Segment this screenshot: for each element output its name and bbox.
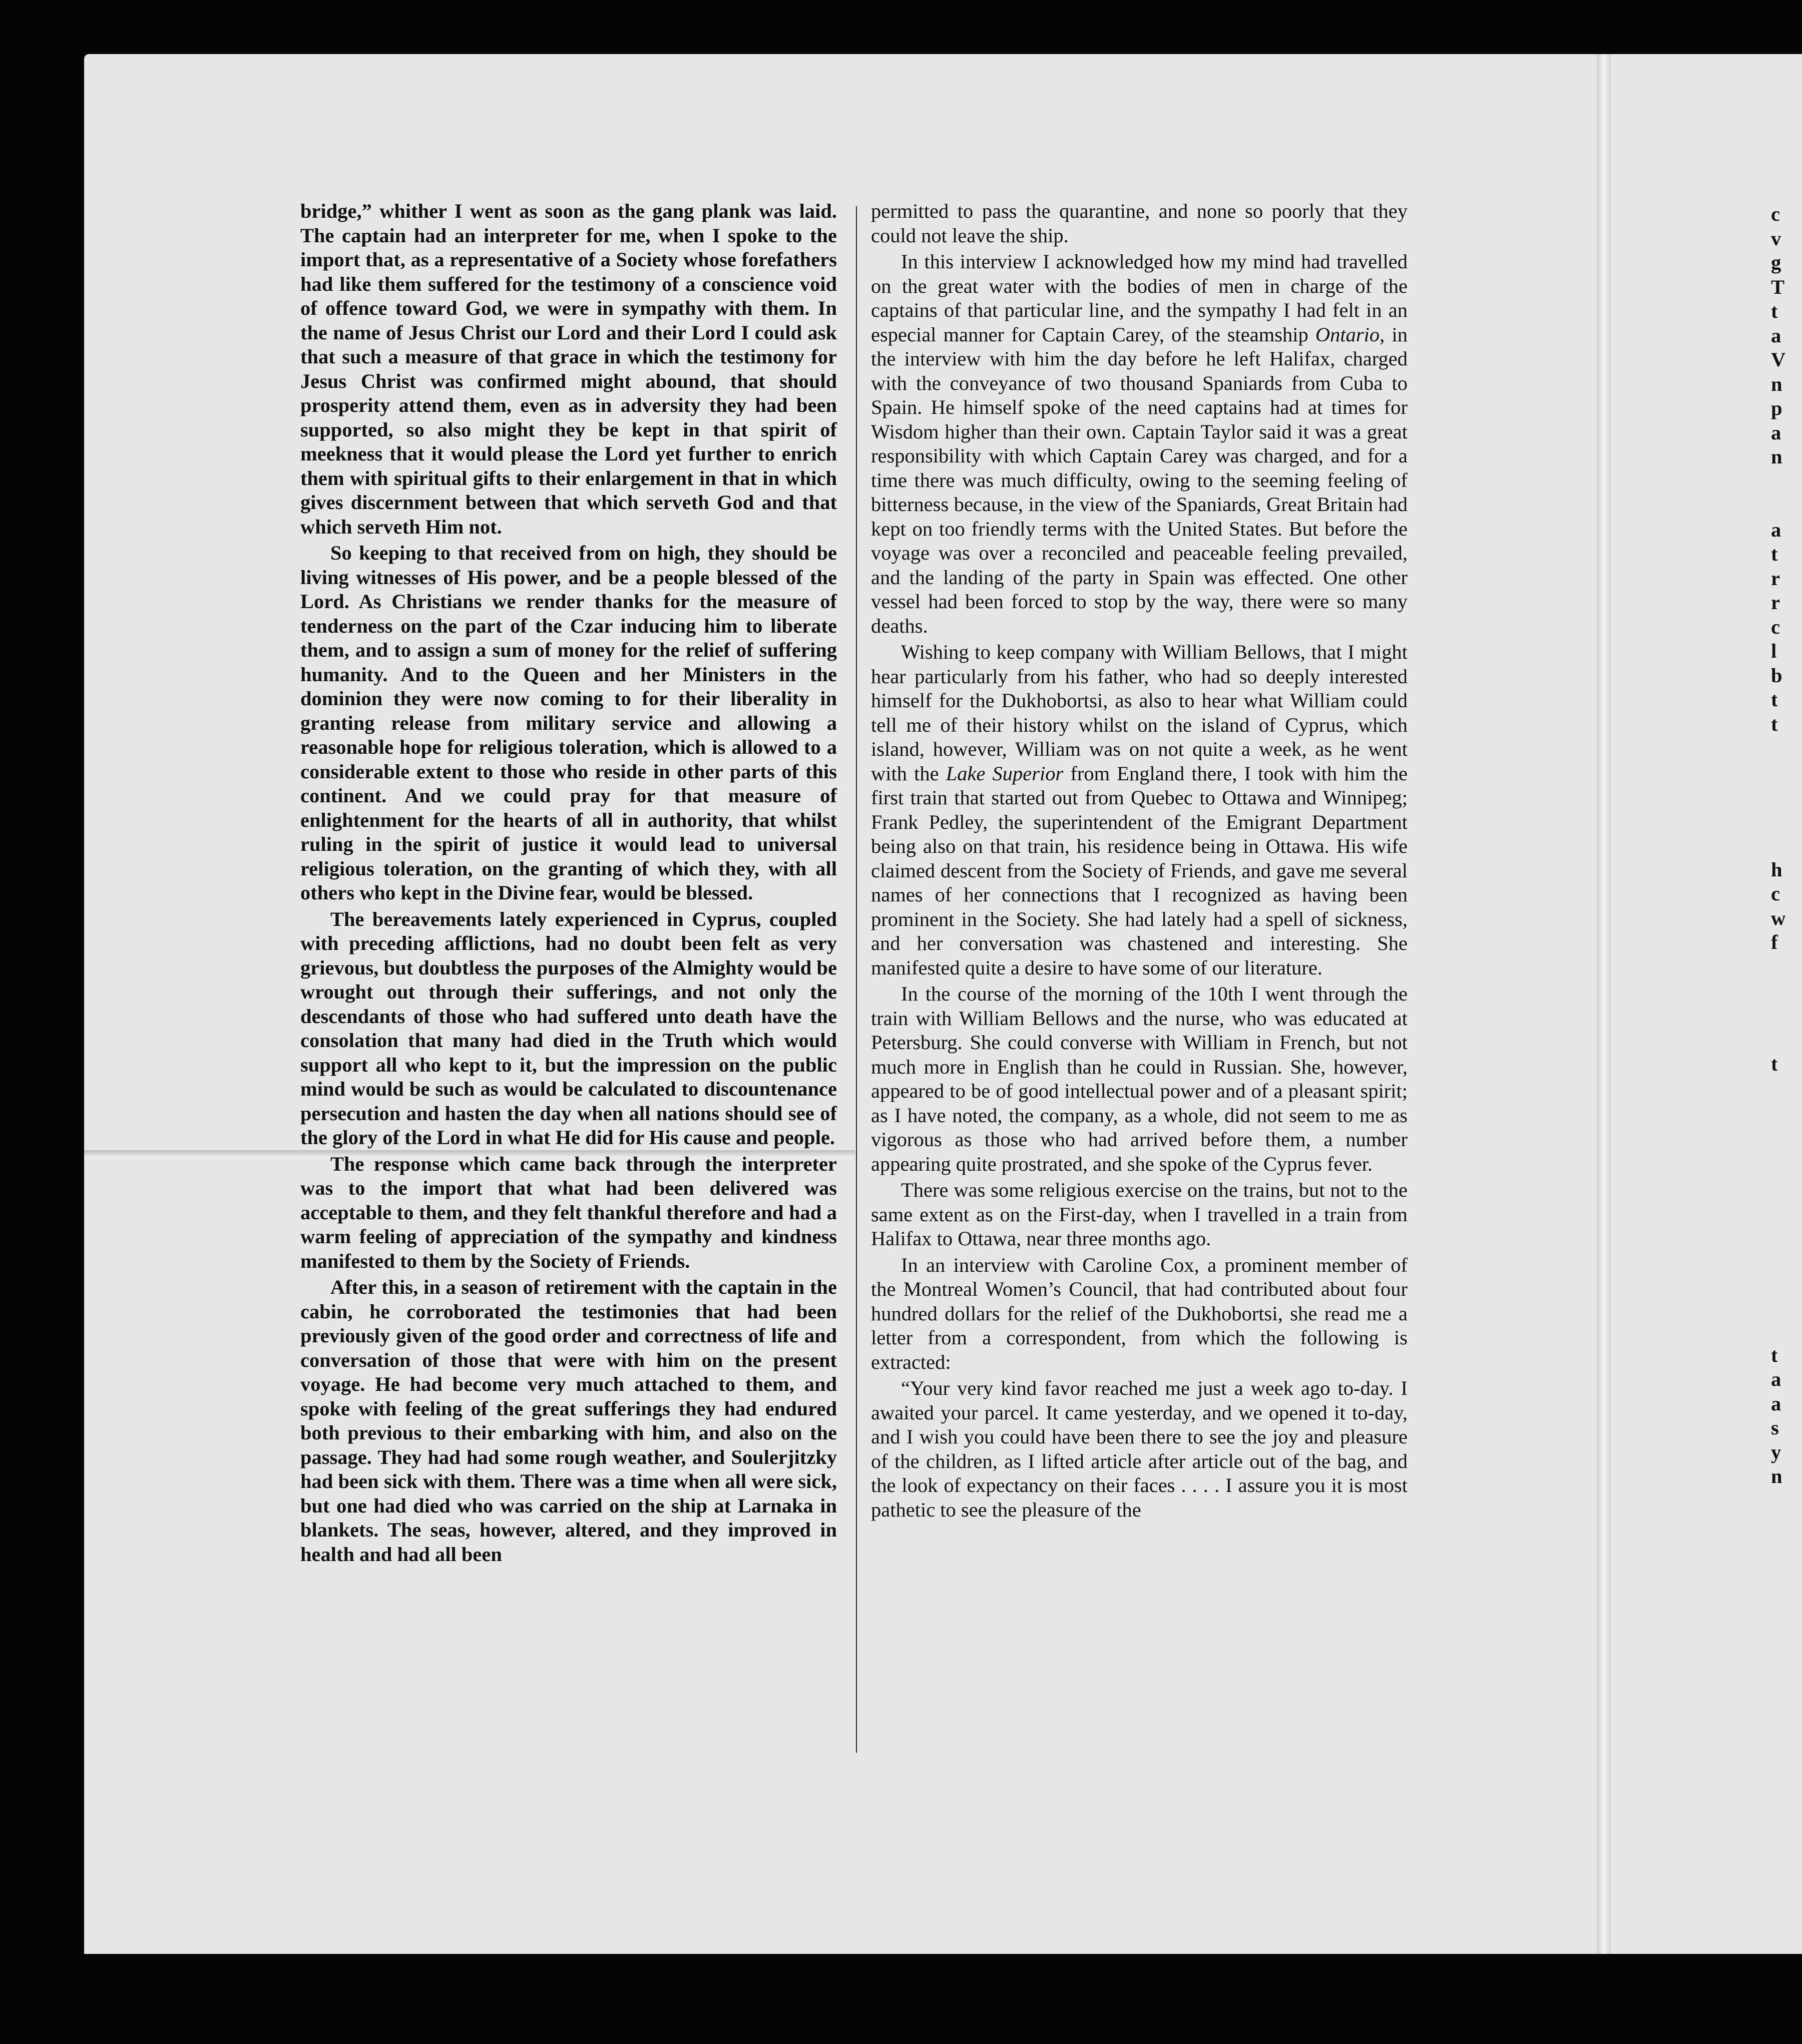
edge-letter: v (1771, 227, 1781, 250)
edge-letter (1771, 1101, 1801, 1125)
edge-letter (1771, 833, 1801, 858)
edge-letter (1771, 493, 1801, 518)
edge-letter (1771, 1198, 1801, 1222)
edge-letter: y (1771, 1440, 1781, 1463)
edge-letter: t (1771, 543, 1778, 565)
right-paragraph-2-text-a: In this interview I acknowledged how my mind had travelled on the great water with the bodies of men in charge of the captains of that particular line, and the sympathy I had felt in an especial manner for Captain Carey, of the steamship (871, 250, 1408, 346)
left-paragraph-3: The bereavements lately experienced in Cyprus, coupled with preceding afflictions, had no doubt been felt as very grievous, but doubtless the purposes of the Almighty would be wrought out through their sufferings, and not only the descendants of those who had suffered unto death have the consolation that many had died in the Truth which would support all who kept to it, but the impression on the public mind would be such as would be calculated to discountenance persecution and hasten the day when all nations should see of the glory of the Lord in what He did for His cause and people. (300, 907, 837, 1149)
edge-letter: g (1771, 251, 1781, 274)
edge-letter: c (1771, 615, 1780, 638)
edge-letter: t (1771, 1052, 1778, 1075)
right-paragraph-2 (871, 250, 1408, 638)
edge-letter (1771, 1028, 1801, 1052)
next-page-edge-letters (1771, 202, 1801, 1489)
edge-letter (1771, 785, 1801, 809)
edge-letter: f (1771, 931, 1778, 953)
edge-letter: a (1771, 518, 1781, 541)
ship-name-ontario: Ontario (1315, 323, 1380, 346)
edge-letter: n (1771, 445, 1782, 468)
edge-letter: l (1771, 640, 1777, 662)
left-paragraph-4: The response which came back through the interpreter was to the import that what had been delivered was acceptable to them, and they felt thankful therefore and had a warm feeling of appreciation of the sympathy and kindness manifested to them by the Society of Friends. (300, 1152, 837, 1272)
edge-letter: c (1771, 203, 1780, 225)
right-paragraph-1: permitted to pass the quarantine, and none so poorly that they could not leave the ship. (871, 200, 1408, 247)
right-paragraph-3-text-a: Wishing to keep company with William Bellows, that I might hear particularly from his father, who had so deeply interested himself for the Dukhobortsi, as also to hear what William could tell me of their history whilst on the island of Cyprus, which island, however, William was on not quite a week, as he went with the (871, 641, 1408, 785)
edge-letter: p (1771, 397, 1782, 419)
edge-letter: c (1771, 882, 1780, 905)
edge-letter (1771, 761, 1801, 785)
edge-letter: a (1771, 1392, 1781, 1415)
edge-letter: a (1771, 421, 1781, 444)
edge-letter: a (1771, 1368, 1781, 1390)
edge-letter (1771, 1076, 1801, 1101)
edge-letter: s (1771, 1416, 1779, 1439)
edge-letter: T (1771, 275, 1785, 298)
edge-letter: V (1771, 348, 1786, 371)
edge-letter: r (1771, 567, 1780, 590)
edge-letter (1771, 736, 1801, 761)
edge-letter (1771, 1295, 1801, 1319)
left-paragraph-2: So keeping to that received from on high, they should be living witnesses of His power, and be a people blessed of the Lord. As Christians we render thanks for the measure of tenderness on the part of the Czar inducing him to liberate them, and to assign a sum of money for the relief of suffering humanity. And to the Queen and her Ministers in the dominion they were now coming to for their liberality in granting release from military service and allowing a reasonable hope for religious toleration, which is allowed to a considerable extent to those who reside in other parts of this continent. And we could pray for that measure of enlightenment for the hearts of all in authority, that whilst ruling in the spirit of justice it would lead to universal religious toleration, on the granting of which they, with all others who kept in the Divine fear, would be blessed. (300, 542, 837, 904)
edge-letter: t (1771, 712, 1778, 735)
right-paragraph-3 (871, 640, 1408, 980)
edge-letter: a (1771, 324, 1781, 347)
edge-letter (1771, 955, 1801, 979)
right-column (871, 199, 1408, 1524)
edge-letter: n (1771, 372, 1782, 395)
edge-letter: t (1771, 1343, 1778, 1366)
edge-letter: w (1771, 906, 1786, 929)
edge-letter: t (1771, 688, 1778, 711)
edge-letter (1771, 1270, 1801, 1295)
column-divider (856, 206, 857, 1753)
right-paragraph-2-text-b: , in the interview with him the day before he left Halifax, charged with the conveyance of two thousand Spaniards from Cuba to Spain. He himself spoke of the need captains had at times for Wisdom higher than their own. Captain Taylor said it was a great responsibility with which Captain Carey was charged, and for a time there was much difficulty, owing to the seeming feeling of bitterness because, in the view of the Spaniards, Great Britain had kept on too friendly terms with the United States. But before the voyage was over a reconciled and peaceable feeling prevailed, and the landing of the party in Spain was effected. One other vessel had been forced to stop by the way, there were so many deaths. (871, 323, 1408, 637)
edge-letter: h (1771, 858, 1782, 881)
edge-letter (1771, 1173, 1801, 1198)
right-paragraph-4: In the course of the morning of the 10th I went through the train with William Bellows and the nurse, who was educated at Petersburg. She could converse with William in French, but not much more in English than he could in Russian. She, however, appeared to be of good intellectual power and of a pleasant spirit; as I have noted, the company, as a whole, did not seem to me as vigorous as those who had arrived before them, a number appearing quite prostrated, and she spoke of the Cyprus fever. (871, 982, 1408, 1175)
right-paragraph-5: There was some religious exercise on the trains, but not to the same extent as on the First-day, when I travelled in a train from Halifax to Ottawa, near three months ago. (871, 1179, 1408, 1250)
edge-letter (1771, 1149, 1801, 1174)
edge-letter (1771, 809, 1801, 834)
edge-letter (1771, 1003, 1801, 1028)
edge-letter (1771, 1125, 1801, 1149)
edge-letter: b (1771, 664, 1782, 687)
left-paragraph-1: bridge,” whither I went as soon as the gang plank was laid. The captain had an interpreter for me, when I spoke to the import that, as a representative of a Society whose forefathers had like them suffered for the testimony of a conscience void of offence toward God, we were in sympathy with them. In the name of Jesus Christ our Lord and their Lord I could ask that such a measure of that grace in which the testimony for Jesus Christ was confirmed might abound, that should prosperity attend them, even as in adversity they had been supported, so also might they be kept in that spirit of meekness that it would please the Lord yet further to enrich them with spiritual gifts to their enlargement in that in which gives discernment between that which serveth God and that which serveth Him not. (300, 200, 837, 538)
edge-letter (1771, 979, 1801, 1003)
edge-letter (1771, 1246, 1801, 1271)
edge-letter (1771, 1222, 1801, 1246)
left-paragraph-5: After this, in a season of retirement with the captain in the cabin, he corroborated the testimonies that had been previously given of the good order and correctness of life and conversation of those that were with him on the present voyage. He had become very much attached to them, and spoke with feeling of the great sufferings they had endured both previous to their embarking with him, and also on the passage. They had had some rough weather, and Soulerjitzky had been sick with them. There was a time when all were sick, but one had died who was carried on the ship at Larnaka in blankets. The seas, however, altered, and they improved in health and had all been (300, 1276, 837, 1566)
paper-fold-vertical (1597, 54, 1611, 1954)
edge-letter: n (1771, 1465, 1782, 1487)
right-paragraph-6: In an interview with Caroline Cox, a prominent member of the Montreal Women’s Council, that had contributed about four hundred dollars for the relief of the Dukhobortsi, she read me a letter from a correspondent, from which the following is extracted: (871, 1253, 1408, 1373)
left-column (300, 199, 837, 1569)
right-paragraph-3-text-b: from England there, I took with him the first train that started out from Quebec to Ottawa and Winnipeg; Frank Pedley, the superintendent of the Emigrant Department being also on that train, his residence being in Ottawa. His wife claimed descent from the Society of Friends, and gave me several names of her connections that I recognized as having been prominent in the Society. She had lately had a spell of sickness, and her conversation was chastened and interesting. She manifested quite a desire to have some of our literature. (871, 762, 1408, 979)
ship-name-lake-superior: Lake Superior (946, 762, 1064, 785)
edge-letter: t (1771, 300, 1778, 322)
edge-letter (1771, 1319, 1801, 1343)
right-paragraph-7: “Your very kind favor reached me just a week ago to-day. I awaited your parcel. It came yesterday, and we opened it to-day, and I wish you could have been there to see the joy and pleasure of the children, as I lifted article after article out of the bag, and the look of expectancy on their faces . . . . I assure you it is most pathetic to see the pleasure of the (871, 1377, 1408, 1521)
edge-letter: r (1771, 591, 1780, 614)
edge-letter (1771, 469, 1801, 494)
